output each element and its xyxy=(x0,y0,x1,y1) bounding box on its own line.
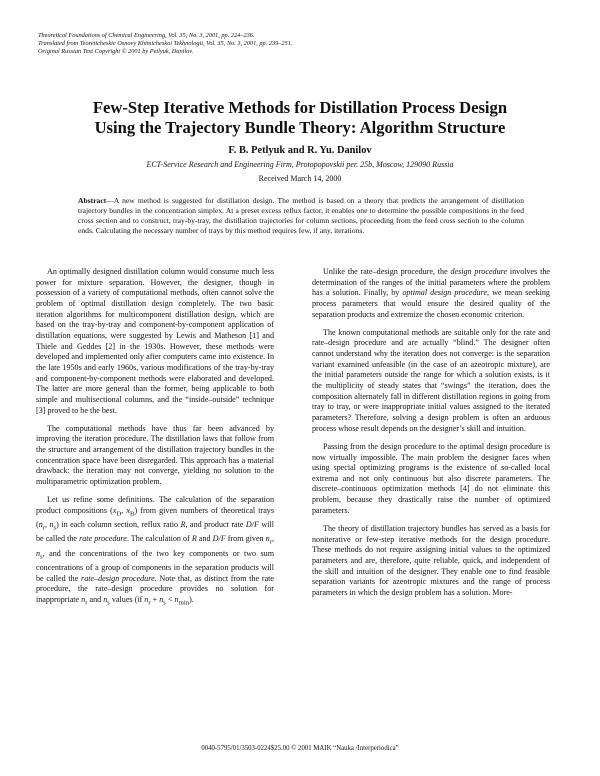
header-line-translation: Translated from Teoreticheskie Osnovy Khimicheskoi Tekhnologii, Vol. 35, No. 3, 2001, pp. 239–251. xyxy=(38,40,293,47)
left-paragraph-3: Let us refine some definitions. The calculation of the separation product compositions ($x_D$, $x_B$) from given numbers of theoretical trays ($n_r$, $n_s$) in each column section, reflux ratio R, and product rate D/F will be called the rate procedure. The calculation of R and D/F from given $n_r$, $n_s$, and the concentrations of the two key components or two sum concentrations of a group of components in the separation products will be called the rate–design procedure. Note that, as distinct from the rate procedure, the rate–design procedure provides no solution for inappropriate $n_r$ and $n_s$ values (if $n_r + n_s < n_{min}$). xyxy=(36,495,275,607)
term-rate-design-procedure: rate–design procedure xyxy=(81,573,155,583)
paper-title xyxy=(40,98,560,138)
right-column xyxy=(312,267,550,599)
title-line-2: Using the Trajectory Bundle Theory: Algorithm Structure xyxy=(94,118,506,137)
authors: F. B. Petlyuk and R. Yu. Danilov xyxy=(228,145,372,156)
left-paragraph-2: The computational methods have thus far been advanced by improving the iteration procedure. The distillation laws that follow from the structure and arrangement of the distillation trajectory bundles in the concentration space have been disregarded. This approach has a material drawback: the iteration may not converge, yielding no solution to the multiparametric optimization problem. xyxy=(36,423,274,486)
received-date: Received March 14, 2000 xyxy=(258,174,342,183)
affiliation: ECT-Service Research and Engineering Firm, Protopopovskii per. 25b, Moscow, 129090 Russia xyxy=(146,160,454,169)
header-line-citation: Theoretical Foundations of Chemical Engineering, Vol. 35, No. 3, 2001, pp. 224–236. xyxy=(38,32,255,39)
abstract-text: —A new method is suggested for distillation design. The method is based on a theory that predicts the arrangement of distillation trajectory bundles in the concentration simplex. At a preset excess reflux factor, it enables one to determine the possible compositions in the feed cross section and to construct, tray-by-tray, the distillation trajectories for column sections, proceeding from the feed cross section to the column ends. Calculating the necessary number of trays by this method requires few, if any, iterations. xyxy=(78,196,524,235)
abstract xyxy=(78,196,524,236)
right-paragraph-4: The theory of distillation trajectory bundles has served as a basis for noniterative or few-step iterative methods for the design procedure. These methods do not require assigning initial values to the optimized parameters and are, therefore, quite reliable, quick, and independent of the skill and intuition of the designer. They enable one to find feasible separation variants for azeotropic mixtures and the range of process parameters in which the design problem has a solution. More- xyxy=(312,523,550,597)
title-line-1: Few-Step Iterative Methods for Distillation Process Design xyxy=(92,98,508,117)
term-design-procedure: design procedure xyxy=(450,267,508,276)
left-paragraph-1: An optimally designed distillation column would consume much less power for mixture separation. However, the designer, though in possession of a variety of computational methods, often cannot solve the problem of optimal distillation design completely. The two basic iteration algorithms for multicomponent distillation design, which are based on the tray-by-tray and component-by-component application of distillation equations, were suggested by Lewis and Matheson [1] and Thiele and Geddes [2] in the 1930s. However, these methods were developed and implemented only after computers came into existence. In the late 1950s and early 1960s, various modifications of the tray-by-tray and component-by-component methods were elaborated and developed. The latter are more general than the former, being applicable to both simple and multisectional columns, and the “inside–outside” technique [3] proved to be the best. xyxy=(36,267,274,415)
right-paragraph-2: The known computational methods are suitable only for the rate and rate–design procedure and are actually “blind.” The designer often cannot understand why the iteration does not converge: is the separation variant examined unfeasible (in the case of an azeotropic mixture), are the initial parameters outside the range for which a solution exists, is it the multiplicity of steady states that “swings” the iteration, does the composition alternately fall in different distillation regions in going from tray to tray, or were inappropriate initial values assigned to the iterated parameters? Therefore, solving a design problem is often an arduous process whose result depends on the designer’s skill and intuition. xyxy=(312,327,550,433)
journal-header xyxy=(38,32,562,56)
term-rate-procedure: rate procedure xyxy=(79,534,127,544)
right-paragraph-3: Passing from the design procedure to the optimal design procedure is now virtually impossible. The main problem the designer faces when using special optimizing programs is the existence of so-called local extrema and not only continuous but also discrete parameters. The discrete–continuous optimization methods [4] do not eliminate this problem, because they drastically raise the number of optimized parameters. xyxy=(312,441,550,515)
left-column xyxy=(36,267,274,609)
term-optimal-design-procedure: optimal design procedure xyxy=(402,288,488,298)
right-paragraph-1: Unlike the rate–design procedure, the design procedure involves the determination of the ranges of the initial parameters where the problem has a solution. Finally, by optimal design procedure, we mean seeking process parameters that would ensure the desired quality of the separation products and extremize the chosen economic criterion. xyxy=(312,267,550,319)
header-line-copyright: Original Russian Text Copyright © 2001 by Petlyuk, Danilov. xyxy=(38,48,194,55)
abstract-label: Abstract xyxy=(78,196,107,205)
copyright-footer: 0040-5795/01/3503-0224$25.00 © 2001 MAIK “Nauka /Interperiodica” xyxy=(201,745,399,752)
